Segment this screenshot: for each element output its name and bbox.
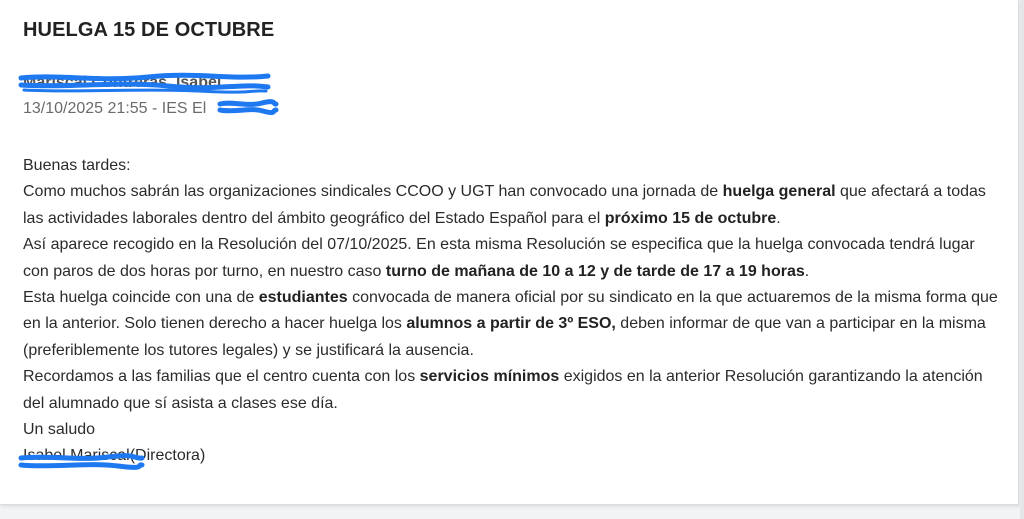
paragraph-resolution: Así aparece recogido en la Resolución del 07/10/2025. En esta misma Resolución se especifica que la huelga convocada tendrá lugar con paros de dos horas por turno, en nuestro caso turno de mañana de 10 a 12 y de tarde de 17 a 19 horas. <box>23 236 975 280</box>
paragraph-students: Esta huelga coincide con una de estudiantes convocada de manera oficial por su sindicato en la que actuaremos de la misma forma que en la anterior. Solo tienen derecho a hacer huelga los alumnos a partir de 3º ESO, deben informar de que van a participar en la misma (preferiblemente los tutores legales) y se justificará la ausencia. <box>23 289 998 359</box>
announcement-title: HUELGA 15 DE OCTUBRE <box>23 19 275 41</box>
scroll-gutter <box>1020 0 1024 519</box>
greeting: Buenas tardes: <box>23 157 131 174</box>
paragraph-minimum-services: Recordamos a las familias que el centro cuenta con los servicios mínimos exigidos en la anterior Resolución garantizando la atención del alumnado que sí asista a clases ese día. <box>23 368 983 412</box>
paragraph-strike-call: Como muchos sabrán las organizaciones sindicales CCOO y UGT han convocado una jornada de huelga general que afectará a todas las actividades laborales dentro del ámbito geográfico del Estado Español para el próximo 15 de octubre. <box>23 183 986 227</box>
author-name: Mariscal Contreras, Isabel <box>23 74 222 91</box>
post-date-center: 13/10/2025 21:55 - IES El <box>23 100 207 117</box>
closing: Un saludo <box>23 421 96 439</box>
center-name-redaction <box>217 98 279 118</box>
signature <box>23 443 998 469</box>
post-meta <box>23 100 206 118</box>
signature-role: (Directora) <box>129 447 206 465</box>
signature-name: Isabel Mariscal <box>23 447 130 465</box>
announcement-body <box>23 153 998 470</box>
